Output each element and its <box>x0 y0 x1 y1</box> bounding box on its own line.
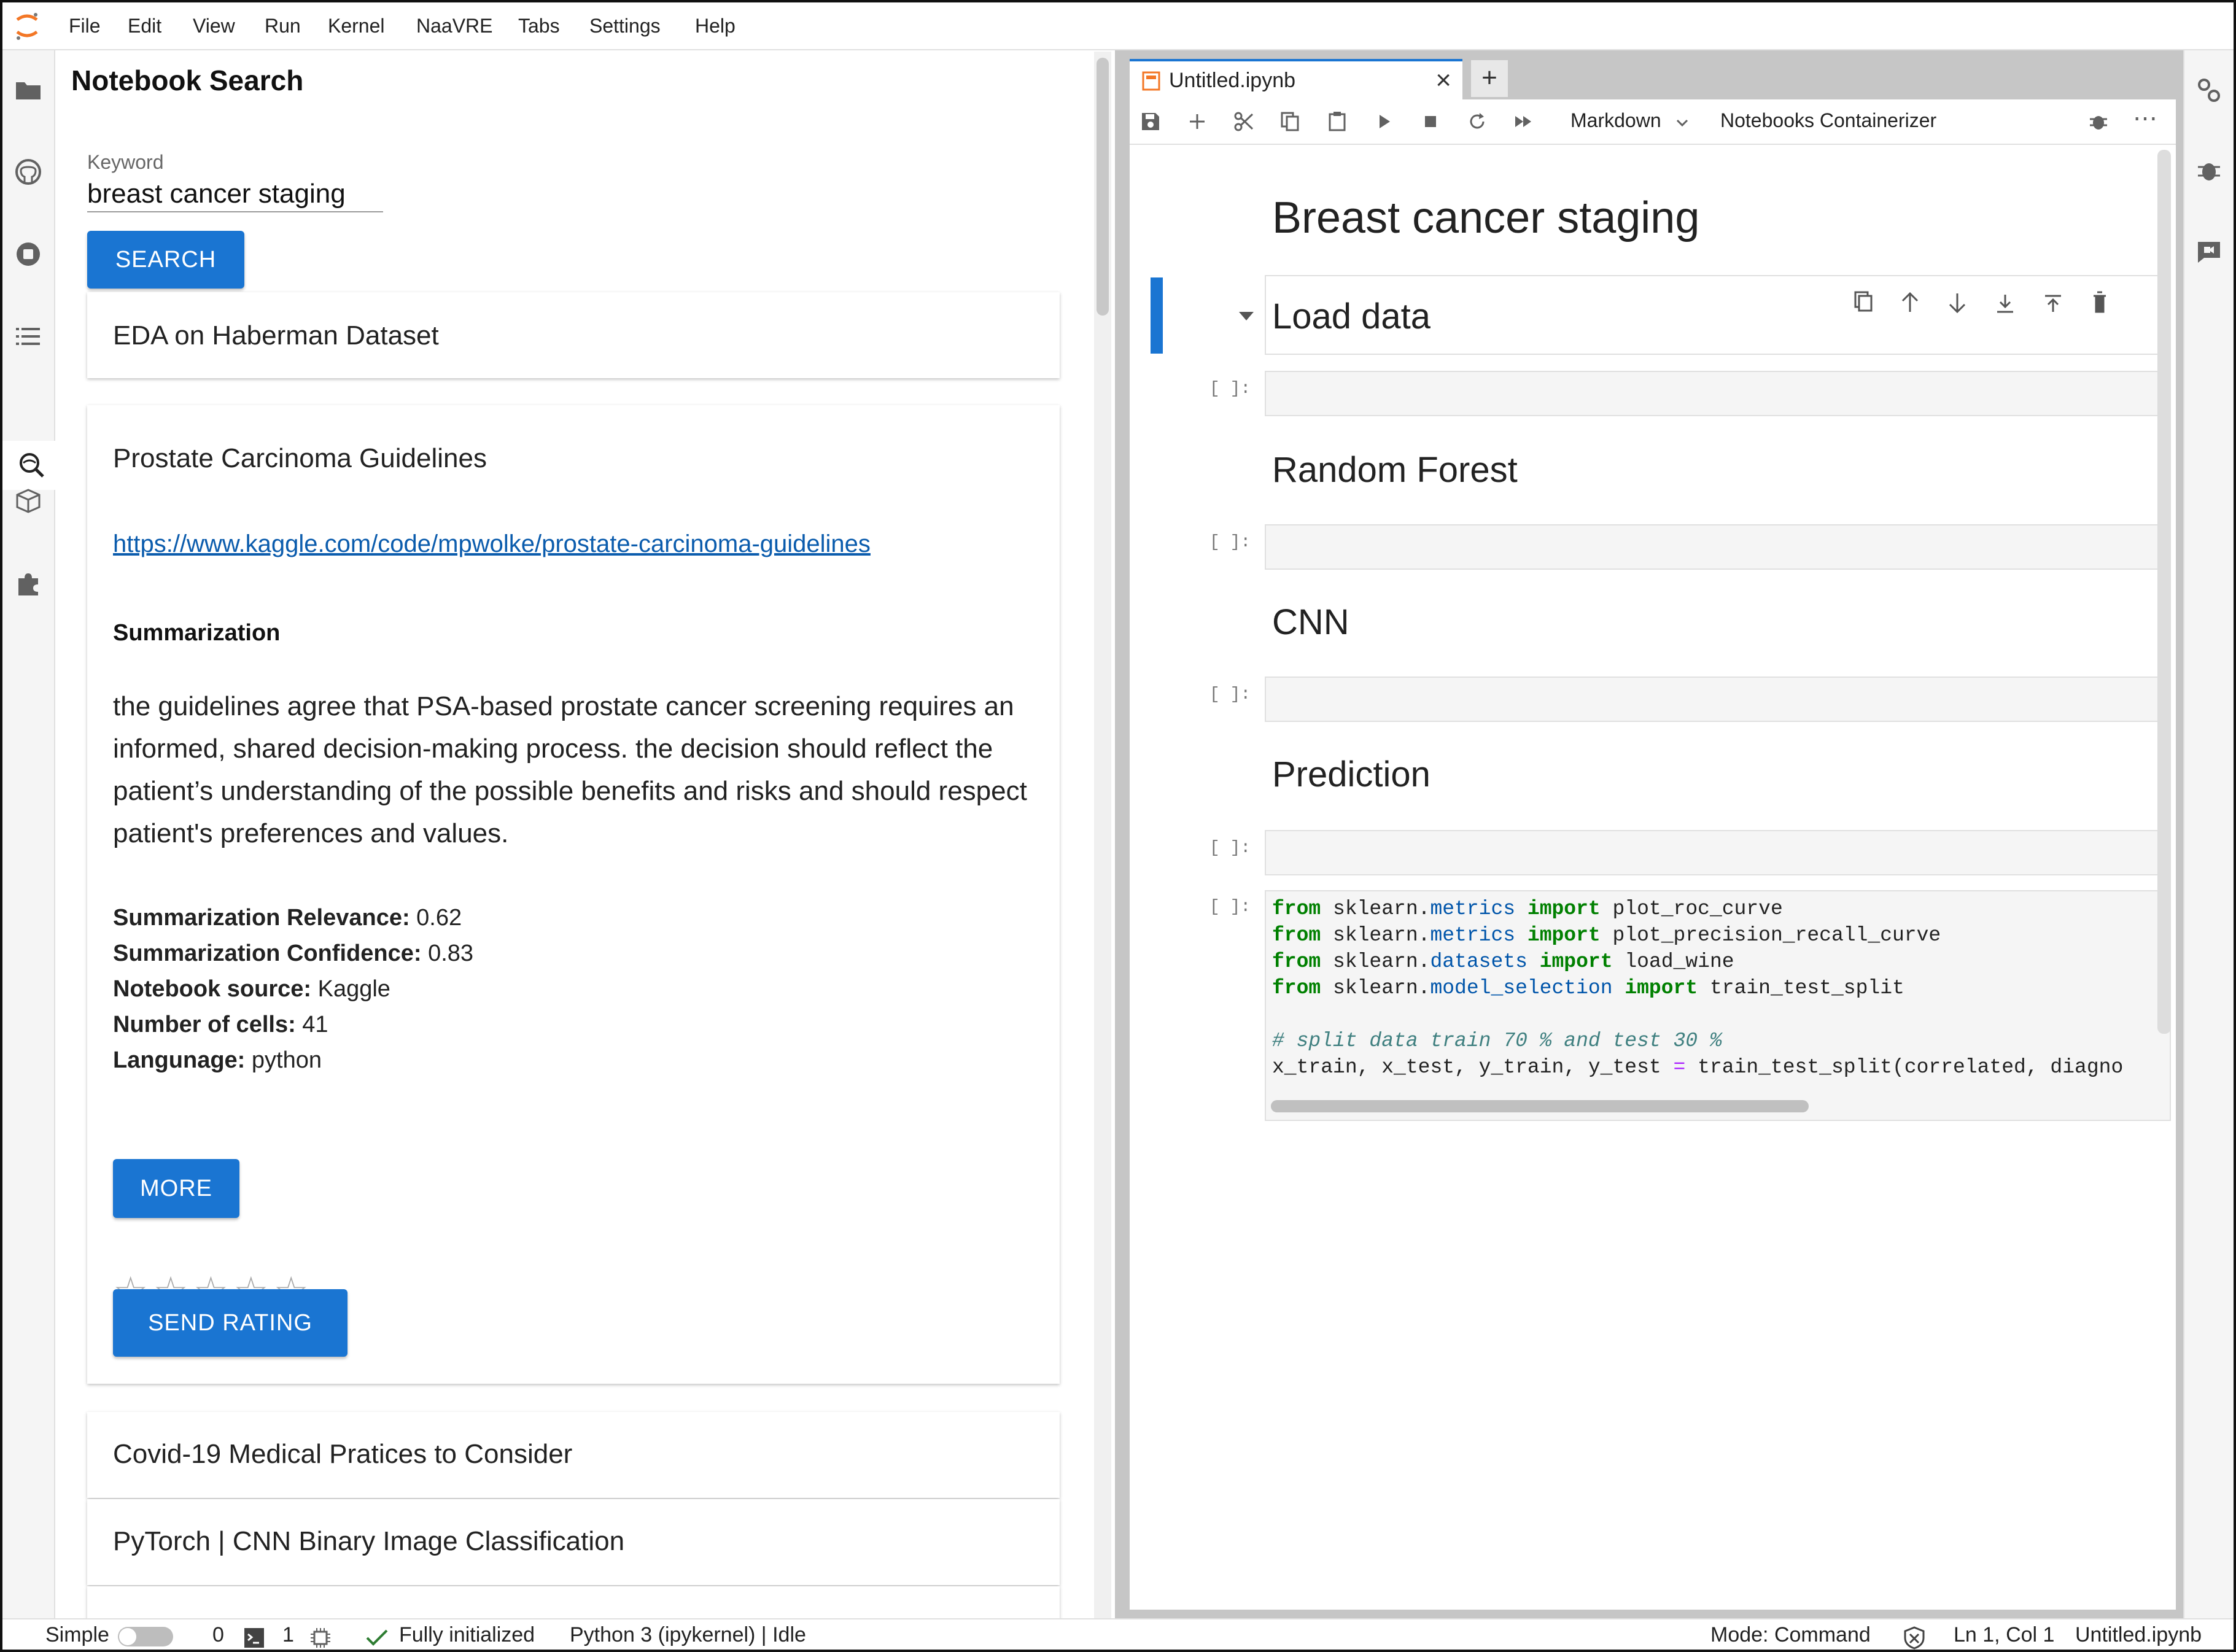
search-globe-icon <box>17 451 47 480</box>
section-heading[interactable]: CNN <box>1272 602 1349 642</box>
meta-confidence: Summarization Confidence: 0.83 <box>113 940 474 966</box>
cursor-position[interactable]: Ln 1, Col 1 <box>1954 1623 2055 1646</box>
table-of-contents-icon[interactable] <box>14 322 43 351</box>
notebook-panel <box>1130 99 2176 1610</box>
result-title[interactable]: Covid-19 Medical Pratices to Consider <box>113 1439 573 1469</box>
debugger-icon[interactable] <box>2087 111 2110 133</box>
keyword-input[interactable] <box>87 177 383 212</box>
collapse-caret-icon[interactable] <box>1238 311 1255 322</box>
panel-title: Notebook Search <box>71 64 304 96</box>
github-icon[interactable] <box>14 157 43 187</box>
code-cell[interactable] <box>1265 890 2171 1121</box>
running-sessions-icon[interactable] <box>14 239 43 269</box>
code-line: from sklearn.metrics import plot_precision_recall_curve <box>1272 924 1941 947</box>
section-heading[interactable]: Load data <box>1272 297 1431 336</box>
result-title[interactable]: EDA on Haberman Dataset <box>113 320 439 351</box>
property-inspector-icon[interactable] <box>2194 76 2224 106</box>
cell-type-select[interactable]: Markdown <box>1570 109 1661 131</box>
jupyter-logo-icon <box>14 11 41 41</box>
kernel-count[interactable]: 1 <box>282 1623 294 1646</box>
cell-prompt: [ ]: <box>1209 839 1251 858</box>
status-bar <box>2 1618 2234 1651</box>
cell-prompt: [ ]: <box>1209 533 1251 552</box>
section-heading[interactable]: Prediction <box>1272 754 1430 794</box>
code-comment: # split data train 70 % and test 30 % <box>1272 1030 1722 1052</box>
restart-icon[interactable] <box>1466 111 1488 133</box>
add-cell-icon[interactable] <box>1186 111 1208 133</box>
more-options-icon[interactable]: ⋯ <box>2133 105 2157 132</box>
result-card[interactable] <box>87 1412 1060 1498</box>
code-line: from sklearn.metrics import plot_roc_curve <box>1272 898 1783 920</box>
active-cell-indicator <box>1151 277 1163 354</box>
toggle-knob <box>119 1628 136 1645</box>
new-tab-button[interactable]: + <box>1471 60 1508 97</box>
cut-icon[interactable] <box>1233 111 1255 133</box>
kernel-status[interactable]: Python 3 (ipykernel) | Idle <box>570 1623 806 1646</box>
menu-settings[interactable]: Settings <box>589 15 661 37</box>
initialized-check-icon <box>365 1627 389 1649</box>
menu-help[interactable]: Help <box>695 15 736 37</box>
code-cell-empty[interactable] <box>1265 524 2171 570</box>
menu-edit[interactable]: Edit <box>128 15 162 37</box>
panel-scrollbar[interactable] <box>1094 52 1111 1618</box>
code-cell-empty[interactable] <box>1265 830 2171 875</box>
keyword-label: Keyword <box>87 151 164 173</box>
containerizer-button[interactable]: Notebooks Containerizer <box>1720 109 1937 131</box>
send-rating-button[interactable]: SEND RATING <box>113 1289 347 1357</box>
status-filename: Untitled.ipynb <box>2075 1623 2202 1646</box>
chevron-down-icon[interactable] <box>1675 115 1690 130</box>
notebook-scrollbar[interactable] <box>2157 150 2171 1034</box>
cell-prompt: [ ]: <box>1209 685 1251 704</box>
summarization-heading: Summarization <box>113 620 281 646</box>
kernel-chip-icon[interactable] <box>309 1627 332 1649</box>
left-sidebar <box>2 50 55 1618</box>
simple-mode-label: Simple <box>45 1623 109 1646</box>
close-icon[interactable]: × <box>1435 65 1451 95</box>
tab-bar <box>1130 59 2186 101</box>
code-cell-empty[interactable] <box>1265 677 2171 722</box>
notebook-search-panel <box>55 50 1089 1618</box>
folder-icon[interactable] <box>14 75 43 104</box>
scroll-thumb[interactable] <box>1097 58 1109 316</box>
simple-mode-toggle[interactable] <box>118 1627 173 1646</box>
copy-icon[interactable] <box>1279 111 1302 133</box>
menu-view[interactable]: View <box>193 15 235 37</box>
result-card[interactable] <box>87 292 1060 378</box>
tab-label: Untitled.ipynb <box>1169 69 1296 92</box>
package-icon[interactable] <box>14 486 43 516</box>
terminal-count[interactable]: 0 <box>212 1623 224 1646</box>
cell-prompt: [ ]: <box>1209 379 1251 398</box>
notebook-toolbar <box>1130 99 2176 145</box>
menu-bar <box>2 2 2234 50</box>
menu-file[interactable]: File <box>69 15 101 37</box>
section-heading[interactable]: Random Forest <box>1272 450 1518 490</box>
notebook-tab[interactable] <box>1130 59 1462 102</box>
more-button[interactable]: MORE <box>113 1159 239 1218</box>
search-button[interactable]: SEARCH <box>87 231 244 289</box>
summarization-text: the guidelines agree that PSA-based prostate cancer screening requires an informed, shared decision-making process. the decision should reflect the patient’s understanding of the possible benefits and risks and should respect patient's preferences and values. <box>113 691 1027 848</box>
menu-kernel[interactable]: Kernel <box>328 15 385 37</box>
menu-tabs[interactable]: Tabs <box>518 15 560 37</box>
debugger-icon[interactable] <box>2194 156 2224 185</box>
run-icon[interactable] <box>1373 111 1395 133</box>
result-card[interactable] <box>87 1499 1060 1585</box>
notebook-file-icon <box>1142 71 1160 91</box>
run-all-icon[interactable] <box>1513 111 1535 133</box>
init-status: Fully initialized <box>399 1623 535 1646</box>
meta-language: Langunage: python <box>113 1047 322 1073</box>
mode-status[interactable]: Mode: Command <box>1710 1623 1871 1646</box>
code-line: x_train, x_test, y_train, y_test = train_test_split(correlated, diagno <box>1272 1056 2124 1079</box>
code-line: from sklearn.datasets import load_wine <box>1272 950 1734 973</box>
right-sidebar <box>2183 50 2235 1618</box>
meta-relevance: Summarization Relevance: 0.62 <box>113 905 462 931</box>
notebook-heading[interactable]: Breast cancer staging <box>1272 193 1700 242</box>
security-shield-icon[interactable] <box>1902 1626 1927 1650</box>
result-card-partial[interactable] <box>87 1586 1060 1623</box>
menu-naavre[interactable]: NaaVRE <box>416 15 493 37</box>
terminal-icon[interactable] <box>243 1627 265 1649</box>
video-chat-icon[interactable] <box>2194 237 2224 266</box>
horizontal-scrollbar[interactable] <box>1271 1100 1809 1112</box>
code-cell-empty[interactable] <box>1265 371 2171 416</box>
paste-icon[interactable] <box>1326 111 1348 133</box>
meta-cells: Number of cells: 41 <box>113 1012 328 1037</box>
result-title: Prostate Carcinoma Guidelines <box>113 443 487 473</box>
save-icon[interactable] <box>1139 111 1162 133</box>
code-line: from sklearn.model_selection import train_test_split <box>1272 977 1904 999</box>
extension-puzzle-icon[interactable] <box>14 568 43 598</box>
result-title[interactable]: PyTorch | CNN Binary Image Classification <box>113 1526 625 1556</box>
menu-run[interactable]: Run <box>265 15 301 37</box>
cell-toolbar <box>1853 287 2111 318</box>
cell-prompt: [ ]: <box>1209 898 1251 917</box>
result-url-link[interactable]: https://www.kaggle.com/code/mpwolke/prostate-carcinoma-guidelines <box>113 530 871 557</box>
stop-icon[interactable] <box>1419 111 1442 133</box>
meta-source: Notebook source: Kaggle <box>113 976 390 1002</box>
notebook-search-tab[interactable] <box>2 441 58 490</box>
